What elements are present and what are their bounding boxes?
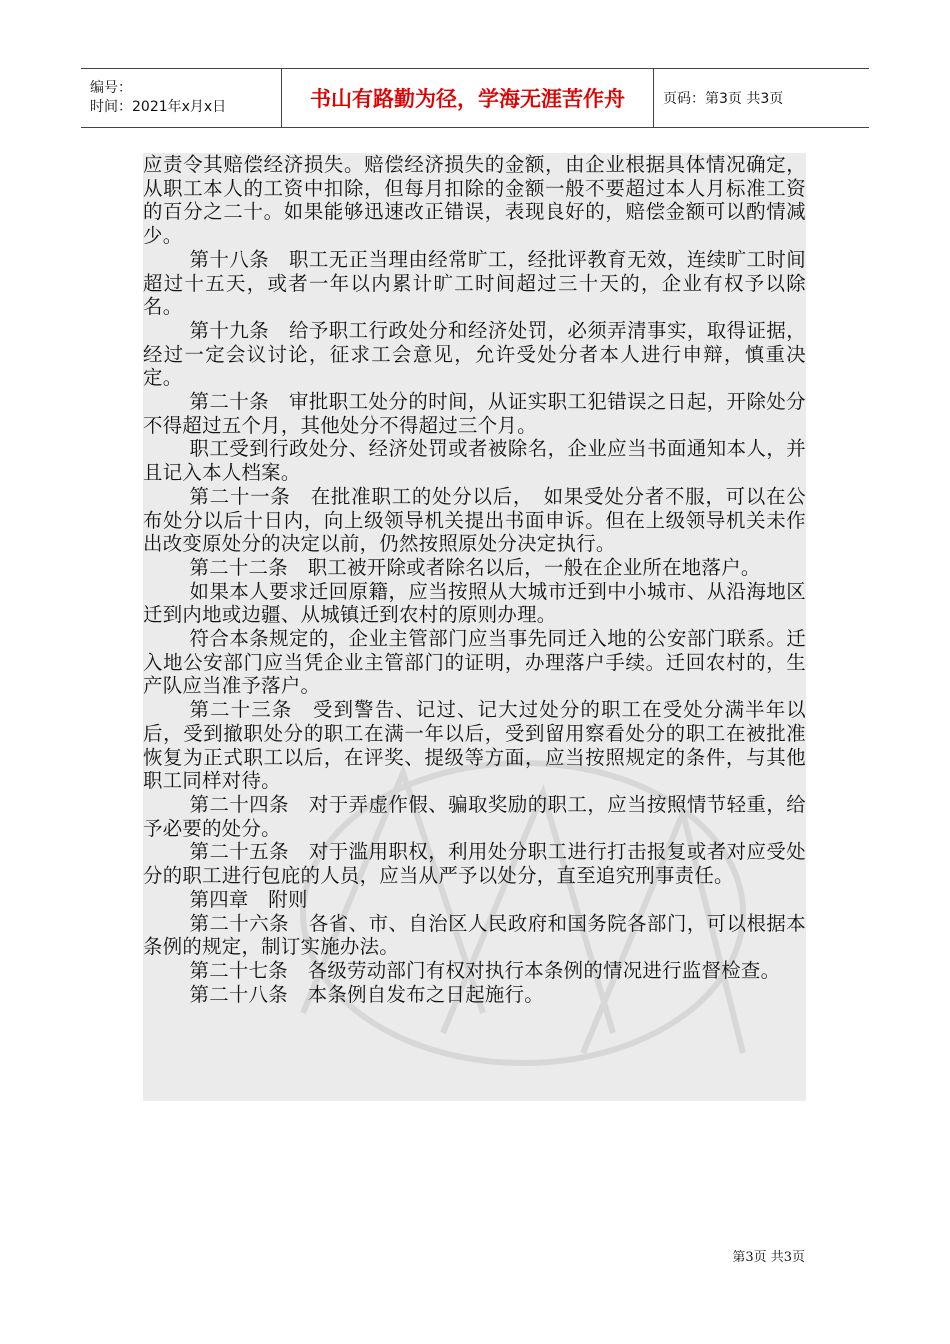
- document-number-label: 编号：: [90, 80, 132, 96]
- article-text: [143, 153, 806, 1006]
- page-header: [81, 68, 869, 128]
- paragraph: 第十八条 职工无正当理由经常旷工，经批评教育无效，连续旷工时间超过十五天，或者一年以内累计旷工时间超过三十天的，企业有权予以除名。: [143, 247, 806, 319]
- paragraph: 第二十八条 本条例自发布之日起施行。: [189, 982, 544, 1006]
- header-motto: 书山有路勤为径，学海无涯苦作舟: [282, 69, 654, 127]
- paragraph: 第二十七条 各级劳动部门有权对执行本条例的情况进行监督检查。: [189, 958, 781, 982]
- paragraph: 第二十二条 职工被开除或者除名以后，一般在企业所在地落户。: [189, 555, 761, 579]
- paragraph: 第二十四条 对于弄虚作假、骗取奖励的职工，应当按照情节轻重，给予必要的处分。: [143, 792, 806, 840]
- paragraph: 职工受到行政处分、经济处罚或者被除名，企业应当书面通知本人，并且记入本人档案。: [143, 437, 806, 485]
- paragraph: 第十九条 给予职工行政处分和经济处罚，必须弄清事实，取得证据，经过一定会议讨论，征求工会意见，允许受处分者本人进行申辩，慎重决定。: [143, 318, 806, 390]
- paragraph: 第二十五条 对于滥用职权，利用处分职工进行打击报复或者对应受处分的职工进行包庇的人员，应当从严予以处分，直至追究刑事责任。: [143, 840, 806, 888]
- paragraph: 第二十条 审批职工处分的时间，从证实职工犯错误之日起，开除处分不得超过五个月，其他处分不得超过三个月。: [143, 390, 806, 437]
- document-date-label: 时间：2021年x月x日: [90, 99, 227, 115]
- paragraph: 第四章 附则: [189, 887, 308, 911]
- paragraph: 第二十六条 各省、市、自治区人民政府和国务院各部门，可以根据本条例的规定，制订实施办法。: [143, 911, 806, 959]
- paragraph: 符合本条规定的，企业主管部门应当事先同迁入地的公安部门联系。迁入地公安部门应当凭企业主管部门的证明，办理落户手续。迁回农村的，生产队应当准予落户。: [143, 627, 806, 698]
- paragraph: 应责令其赔偿经济损失。赔偿经济损失的金额，由企业根据具体情况确定，从职工本人的工资中扣除，但每月扣除的金额一般不要超过本人月标准工资的百分之二十。如果能够迅速改正错误，表现良好的，赔偿金额可以酌情减少。: [143, 153, 806, 248]
- footer-page-number: 第3页 共3页: [732, 1250, 805, 1265]
- paragraph: 第二十三条 受到警告、记过、记大过处分的职工在受处分满半年以后，受到撤职处分的职工在满一年以后，受到留用察看处分的职工在被批准恢复为正式职工以后，在评奖、提级等方面，应当按照规定的条件，与其他职工同样对待。: [143, 698, 806, 793]
- header-page-number: 页码：第3页 共3页: [663, 91, 784, 107]
- paragraph: 如果本人要求迁回原籍，应当按照从大城市迁到中小城市、从沿海地区迁到内地或边疆、从城镇迁到农村的原则办理。: [143, 579, 806, 627]
- header-meta: [81, 69, 282, 127]
- document-body: [143, 153, 806, 1101]
- paragraph: 第二十一条 在批准职工的处分以后， 如果受处分者不服，可以在公布处分以后十日内，向上级领导机关提出书面申诉。但在上级领导机关未作出改变原处分的决定以前，仍然按照原处分决定执行。: [143, 484, 806, 556]
